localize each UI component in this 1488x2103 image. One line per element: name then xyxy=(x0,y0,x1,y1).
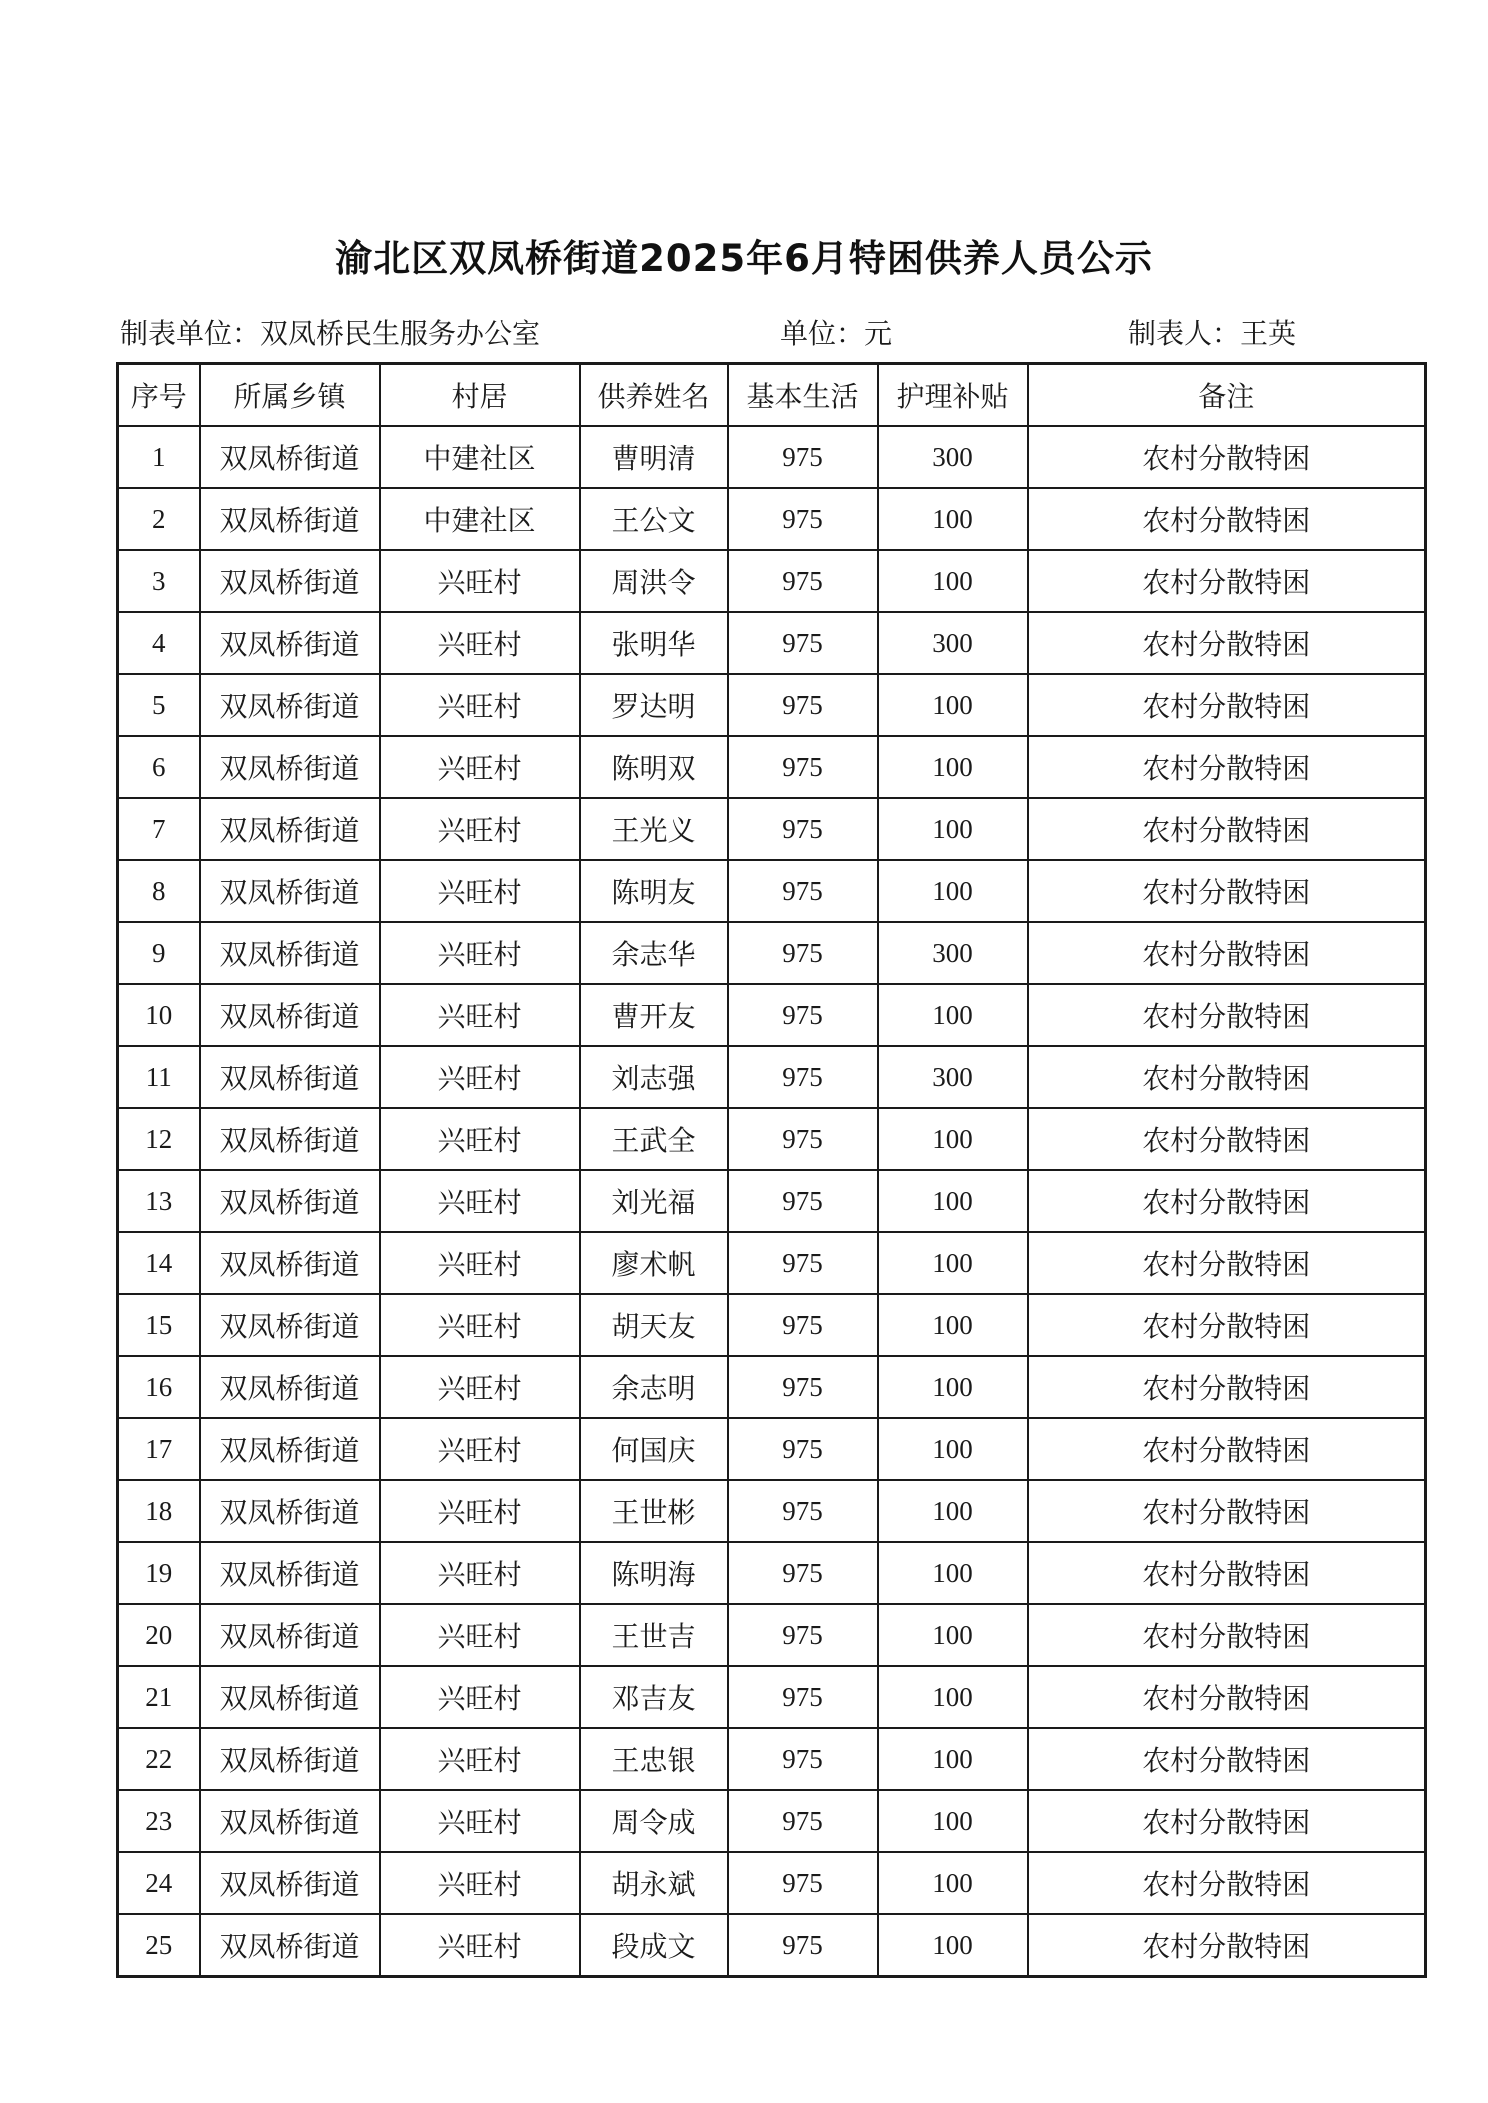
cell-care-subsidy: 100 xyxy=(878,736,1028,798)
cell-index: 2 xyxy=(118,488,200,550)
cell-index: 23 xyxy=(118,1790,200,1852)
table-row xyxy=(118,612,1426,674)
cell-name: 陈明海 xyxy=(580,1542,728,1604)
cell-township: 双凤桥街道 xyxy=(200,1852,380,1914)
cell-basic-living: 975 xyxy=(728,736,878,798)
cell-index: 13 xyxy=(118,1170,200,1232)
header-basic-living: 基本生活 xyxy=(728,364,878,427)
cell-village: 兴旺村 xyxy=(380,1914,580,1977)
cell-village: 兴旺村 xyxy=(380,1728,580,1790)
cell-remark: 农村分散特困 xyxy=(1028,1542,1426,1604)
cell-village: 兴旺村 xyxy=(380,1046,580,1108)
roster-table xyxy=(116,362,1427,1978)
table-row xyxy=(118,984,1426,1046)
cell-care-subsidy: 300 xyxy=(878,426,1028,488)
cell-township: 双凤桥街道 xyxy=(200,1790,380,1852)
cell-basic-living: 975 xyxy=(728,1356,878,1418)
table-row xyxy=(118,736,1426,798)
cell-index: 17 xyxy=(118,1418,200,1480)
table-row xyxy=(118,488,1426,550)
cell-index: 14 xyxy=(118,1232,200,1294)
cell-index: 7 xyxy=(118,798,200,860)
cell-index: 4 xyxy=(118,612,200,674)
cell-village: 中建社区 xyxy=(380,426,580,488)
cell-township: 双凤桥街道 xyxy=(200,1914,380,1977)
cell-remark: 农村分散特困 xyxy=(1028,1914,1426,1977)
cell-basic-living: 975 xyxy=(728,674,878,736)
cell-care-subsidy: 100 xyxy=(878,488,1028,550)
cell-name: 曹开友 xyxy=(580,984,728,1046)
table-row xyxy=(118,1728,1426,1790)
cell-basic-living: 975 xyxy=(728,1542,878,1604)
table-row xyxy=(118,1666,1426,1728)
table-row xyxy=(118,1604,1426,1666)
table-row xyxy=(118,1046,1426,1108)
cell-index: 3 xyxy=(118,550,200,612)
cell-basic-living: 975 xyxy=(728,798,878,860)
table-row xyxy=(118,1852,1426,1914)
header-township: 所属乡镇 xyxy=(200,364,380,427)
cell-index: 20 xyxy=(118,1604,200,1666)
cell-village: 兴旺村 xyxy=(380,1232,580,1294)
table-row xyxy=(118,798,1426,860)
cell-index: 8 xyxy=(118,860,200,922)
cell-remark: 农村分散特困 xyxy=(1028,1728,1426,1790)
cell-village: 兴旺村 xyxy=(380,1480,580,1542)
cell-index: 24 xyxy=(118,1852,200,1914)
cell-care-subsidy: 100 xyxy=(878,1666,1028,1728)
table-row xyxy=(118,860,1426,922)
cell-remark: 农村分散特困 xyxy=(1028,1046,1426,1108)
cell-name: 陈明友 xyxy=(580,860,728,922)
cell-township: 双凤桥街道 xyxy=(200,1108,380,1170)
cell-basic-living: 975 xyxy=(728,860,878,922)
cell-name: 邓吉友 xyxy=(580,1666,728,1728)
cell-name: 段成文 xyxy=(580,1914,728,1977)
table-row xyxy=(118,674,1426,736)
cell-remark: 农村分散特困 xyxy=(1028,798,1426,860)
cell-remark: 农村分散特困 xyxy=(1028,860,1426,922)
cell-basic-living: 975 xyxy=(728,1480,878,1542)
cell-care-subsidy: 100 xyxy=(878,674,1028,736)
cell-remark: 农村分散特困 xyxy=(1028,922,1426,984)
cell-index: 25 xyxy=(118,1914,200,1977)
cell-village: 兴旺村 xyxy=(380,736,580,798)
cell-index: 1 xyxy=(118,426,200,488)
cell-care-subsidy: 100 xyxy=(878,1170,1028,1232)
cell-basic-living: 975 xyxy=(728,1728,878,1790)
cell-basic-living: 975 xyxy=(728,1666,878,1728)
cell-remark: 农村分散特困 xyxy=(1028,736,1426,798)
cell-village: 兴旺村 xyxy=(380,1170,580,1232)
cell-township: 双凤桥街道 xyxy=(200,488,380,550)
table-row xyxy=(118,426,1426,488)
cell-care-subsidy: 100 xyxy=(878,1790,1028,1852)
cell-township: 双凤桥街道 xyxy=(200,674,380,736)
cell-basic-living: 975 xyxy=(728,1790,878,1852)
cell-name: 余志华 xyxy=(580,922,728,984)
cell-village: 兴旺村 xyxy=(380,1418,580,1480)
org-label: 制表单位：双凤桥民生服务办公室 xyxy=(120,317,541,350)
cell-township: 双凤桥街道 xyxy=(200,1542,380,1604)
table-body xyxy=(118,426,1426,1977)
cell-township: 双凤桥街道 xyxy=(200,426,380,488)
cell-care-subsidy: 100 xyxy=(878,1542,1028,1604)
cell-care-subsidy: 100 xyxy=(878,1294,1028,1356)
cell-basic-living: 975 xyxy=(728,550,878,612)
cell-name: 胡永斌 xyxy=(580,1852,728,1914)
header-remark: 备注 xyxy=(1028,364,1426,427)
cell-basic-living: 975 xyxy=(728,1108,878,1170)
cell-township: 双凤桥街道 xyxy=(200,860,380,922)
cell-care-subsidy: 100 xyxy=(878,1108,1028,1170)
cell-village: 兴旺村 xyxy=(380,1852,580,1914)
cell-remark: 农村分散特困 xyxy=(1028,550,1426,612)
cell-care-subsidy: 100 xyxy=(878,1914,1028,1977)
cell-care-subsidy: 100 xyxy=(878,1728,1028,1790)
cell-remark: 农村分散特困 xyxy=(1028,674,1426,736)
cell-care-subsidy: 100 xyxy=(878,798,1028,860)
cell-index: 16 xyxy=(118,1356,200,1418)
cell-name: 余志明 xyxy=(580,1356,728,1418)
table-row xyxy=(118,1914,1426,1977)
cell-basic-living: 975 xyxy=(728,1914,878,1977)
cell-care-subsidy: 100 xyxy=(878,1480,1028,1542)
cell-basic-living: 975 xyxy=(728,1232,878,1294)
cell-remark: 农村分散特困 xyxy=(1028,426,1426,488)
cell-township: 双凤桥街道 xyxy=(200,1604,380,1666)
cell-basic-living: 975 xyxy=(728,984,878,1046)
cell-care-subsidy: 100 xyxy=(878,1604,1028,1666)
cell-township: 双凤桥街道 xyxy=(200,1480,380,1542)
cell-village: 兴旺村 xyxy=(380,1294,580,1356)
cell-remark: 农村分散特困 xyxy=(1028,1232,1426,1294)
cell-index: 19 xyxy=(118,1542,200,1604)
cell-index: 15 xyxy=(118,1294,200,1356)
cell-basic-living: 975 xyxy=(728,612,878,674)
cell-care-subsidy: 100 xyxy=(878,1852,1028,1914)
cell-remark: 农村分散特困 xyxy=(1028,1294,1426,1356)
cell-village: 兴旺村 xyxy=(380,922,580,984)
cell-remark: 农村分散特困 xyxy=(1028,488,1426,550)
cell-village: 兴旺村 xyxy=(380,1666,580,1728)
cell-care-subsidy: 100 xyxy=(878,550,1028,612)
cell-remark: 农村分散特困 xyxy=(1028,1480,1426,1542)
cell-remark: 农村分散特困 xyxy=(1028,612,1426,674)
cell-village: 兴旺村 xyxy=(380,984,580,1046)
cell-basic-living: 975 xyxy=(728,922,878,984)
cell-name: 张明华 xyxy=(580,612,728,674)
cell-care-subsidy: 300 xyxy=(878,612,1028,674)
cell-township: 双凤桥街道 xyxy=(200,922,380,984)
cell-index: 12 xyxy=(118,1108,200,1170)
cell-index: 9 xyxy=(118,922,200,984)
cell-name: 曹明清 xyxy=(580,426,728,488)
cell-basic-living: 975 xyxy=(728,1604,878,1666)
table-row xyxy=(118,550,1426,612)
cell-name: 周洪令 xyxy=(580,550,728,612)
table-row xyxy=(118,1232,1426,1294)
cell-village: 兴旺村 xyxy=(380,1790,580,1852)
header-row xyxy=(118,364,1426,427)
cell-index: 5 xyxy=(118,674,200,736)
cell-remark: 农村分散特困 xyxy=(1028,1604,1426,1666)
cell-basic-living: 975 xyxy=(728,1170,878,1232)
cell-village: 兴旺村 xyxy=(380,1356,580,1418)
cell-township: 双凤桥街道 xyxy=(200,984,380,1046)
cell-name: 何国庆 xyxy=(580,1418,728,1480)
table-row xyxy=(118,1480,1426,1542)
cell-care-subsidy: 100 xyxy=(878,1418,1028,1480)
header-village: 村居 xyxy=(380,364,580,427)
cell-name: 王世吉 xyxy=(580,1604,728,1666)
cell-name: 罗达明 xyxy=(580,674,728,736)
cell-care-subsidy: 100 xyxy=(878,984,1028,1046)
cell-care-subsidy: 100 xyxy=(878,860,1028,922)
cell-remark: 农村分散特困 xyxy=(1028,1418,1426,1480)
cell-name: 王公文 xyxy=(580,488,728,550)
cell-name: 王光义 xyxy=(580,798,728,860)
cell-township: 双凤桥街道 xyxy=(200,1666,380,1728)
unit-label: 单位：元 xyxy=(780,317,893,350)
document-title: 渝北区双凤桥街道2025年6月特困供养人员公示 xyxy=(335,237,1153,280)
cell-index: 10 xyxy=(118,984,200,1046)
cell-village: 兴旺村 xyxy=(380,860,580,922)
cell-care-subsidy: 300 xyxy=(878,1046,1028,1108)
cell-township: 双凤桥街道 xyxy=(200,1356,380,1418)
cell-care-subsidy: 100 xyxy=(878,1232,1028,1294)
cell-township: 双凤桥街道 xyxy=(200,1232,380,1294)
cell-village: 兴旺村 xyxy=(380,1108,580,1170)
cell-index: 6 xyxy=(118,736,200,798)
cell-name: 廖术帆 xyxy=(580,1232,728,1294)
cell-index: 18 xyxy=(118,1480,200,1542)
cell-village: 兴旺村 xyxy=(380,674,580,736)
cell-name: 胡天友 xyxy=(580,1294,728,1356)
cell-village: 兴旺村 xyxy=(380,1542,580,1604)
cell-remark: 农村分散特困 xyxy=(1028,984,1426,1046)
cell-basic-living: 975 xyxy=(728,426,878,488)
cell-basic-living: 975 xyxy=(728,1418,878,1480)
cell-remark: 农村分散特困 xyxy=(1028,1108,1426,1170)
cell-remark: 农村分散特困 xyxy=(1028,1170,1426,1232)
cell-name: 陈明双 xyxy=(580,736,728,798)
cell-index: 21 xyxy=(118,1666,200,1728)
cell-remark: 农村分散特困 xyxy=(1028,1666,1426,1728)
cell-name: 周令成 xyxy=(580,1790,728,1852)
table-row xyxy=(118,1108,1426,1170)
cell-name: 王忠银 xyxy=(580,1728,728,1790)
cell-name: 刘志强 xyxy=(580,1046,728,1108)
cell-basic-living: 975 xyxy=(728,488,878,550)
cell-name: 王世彬 xyxy=(580,1480,728,1542)
cell-village: 兴旺村 xyxy=(380,550,580,612)
cell-remark: 农村分散特困 xyxy=(1028,1356,1426,1418)
cell-township: 双凤桥街道 xyxy=(200,798,380,860)
cell-township: 双凤桥街道 xyxy=(200,1170,380,1232)
cell-name: 王武全 xyxy=(580,1108,728,1170)
table-row xyxy=(118,1790,1426,1852)
cell-village: 兴旺村 xyxy=(380,798,580,860)
cell-village: 兴旺村 xyxy=(380,612,580,674)
cell-index: 11 xyxy=(118,1046,200,1108)
cell-township: 双凤桥街道 xyxy=(200,1418,380,1480)
table-row xyxy=(118,922,1426,984)
cell-township: 双凤桥街道 xyxy=(200,550,380,612)
cell-township: 双凤桥街道 xyxy=(200,612,380,674)
cell-village: 兴旺村 xyxy=(380,1604,580,1666)
cell-care-subsidy: 300 xyxy=(878,922,1028,984)
cell-township: 双凤桥街道 xyxy=(200,1294,380,1356)
cell-township: 双凤桥街道 xyxy=(200,736,380,798)
cell-remark: 农村分散特困 xyxy=(1028,1790,1426,1852)
cell-index: 22 xyxy=(118,1728,200,1790)
table-row xyxy=(118,1294,1426,1356)
header-name: 供养姓名 xyxy=(580,364,728,427)
table-row xyxy=(118,1418,1426,1480)
table-row xyxy=(118,1170,1426,1232)
header-index: 序号 xyxy=(118,364,200,427)
table-row xyxy=(118,1356,1426,1418)
cell-basic-living: 975 xyxy=(728,1852,878,1914)
cell-village: 中建社区 xyxy=(380,488,580,550)
table-header xyxy=(118,364,1426,427)
cell-basic-living: 975 xyxy=(728,1294,878,1356)
header-care-subsidy: 护理补贴 xyxy=(878,364,1028,427)
cell-remark: 农村分散特困 xyxy=(1028,1852,1426,1914)
cell-name: 刘光福 xyxy=(580,1170,728,1232)
cell-basic-living: 975 xyxy=(728,1046,878,1108)
maker-label: 制表人：王英 xyxy=(1128,317,1297,350)
cell-care-subsidy: 100 xyxy=(878,1356,1028,1418)
table-row xyxy=(118,1542,1426,1604)
cell-township: 双凤桥街道 xyxy=(200,1728,380,1790)
cell-township: 双凤桥街道 xyxy=(200,1046,380,1108)
